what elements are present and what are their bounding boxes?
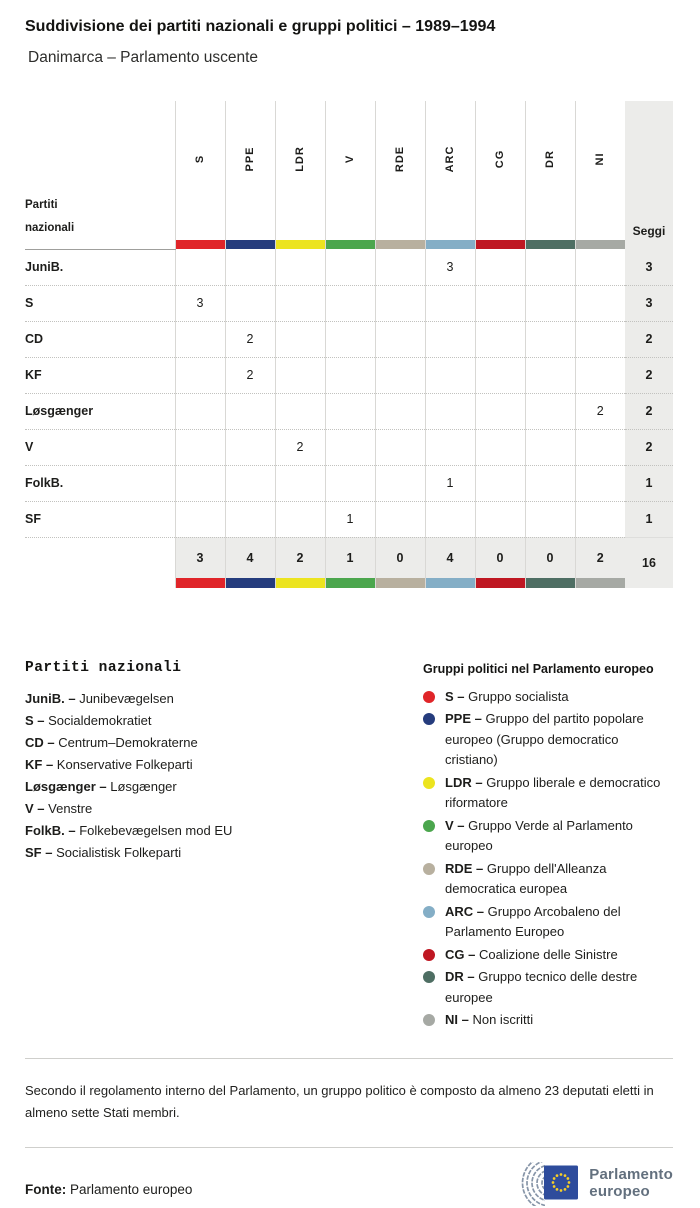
- seat-count-cell: [525, 465, 575, 501]
- legend-group-item: [423, 687, 673, 708]
- seat-count-cell: [375, 501, 425, 537]
- seat-count-cell: [325, 285, 375, 321]
- legend-group-item: [423, 859, 673, 900]
- group-column-header: LDR: [294, 146, 306, 172]
- legend-color-dot: [423, 820, 435, 832]
- seats-row-total: 1: [625, 465, 673, 501]
- legend-party-abbr: JuniB. –: [25, 690, 76, 706]
- group-column-header: CG: [494, 149, 506, 169]
- totals-row-spacer: [25, 537, 175, 578]
- legend-party-name: Junibevægelsen: [79, 690, 174, 706]
- seats-row-total: 2: [625, 393, 673, 429]
- seats-row-total: 2: [625, 429, 673, 465]
- source-line: [25, 1182, 192, 1197]
- seat-count-cell: [175, 321, 225, 357]
- legend-group-name: Gruppo Verde al Parlamento europeo: [445, 817, 633, 853]
- seats-grand-total: 16: [625, 537, 673, 588]
- seat-count-cell: [525, 393, 575, 429]
- seats-table: [25, 101, 673, 588]
- legend-party-abbr: KF –: [25, 756, 54, 772]
- legend-group-name: Gruppo dell'Alleanza democratica europea: [445, 860, 607, 896]
- table-corner-header: [25, 101, 175, 249]
- seat-count-cell: [175, 249, 225, 285]
- group-color-bar: [476, 240, 525, 249]
- seat-count-cell: [275, 321, 325, 357]
- seat-count-cell: [175, 357, 225, 393]
- seat-count-cell: [325, 321, 375, 357]
- source-value: Parlamento europeo: [70, 1181, 193, 1197]
- seat-count-cell: [475, 321, 525, 357]
- seat-count-cell: 2: [225, 357, 275, 393]
- seat-count-cell: [275, 357, 325, 393]
- seat-count-cell: [475, 357, 525, 393]
- seat-count-cell: [575, 321, 625, 357]
- seats-row-total: 2: [625, 357, 673, 393]
- group-column-header: DR: [544, 150, 556, 168]
- legend-party-abbr: CD –: [25, 734, 55, 750]
- seat-count-cell: [425, 429, 475, 465]
- footnote: Secondo il regolamento interno del Parlamento, un gruppo politico è composto da almeno 23 deputati eletti in almeno sette Stati membri.: [25, 1082, 654, 1120]
- seat-count-cell: [425, 393, 475, 429]
- legend-party-name: Venstre: [48, 800, 93, 816]
- seat-count-cell: [175, 501, 225, 537]
- seat-count-cell: 1: [325, 501, 375, 537]
- seat-count-cell: [175, 465, 225, 501]
- legend-group-text: [445, 773, 673, 814]
- legend-group-item: [423, 902, 673, 943]
- national-parties-legend: [25, 660, 423, 1033]
- seat-count-cell: [525, 285, 575, 321]
- european-parliament-logo: [504, 1162, 673, 1206]
- legend-group-text: [445, 902, 673, 943]
- legend-party-name: Socialistisk Folkeparti: [56, 844, 182, 860]
- legend-group-item: [423, 709, 673, 771]
- seat-count-cell: [475, 501, 525, 537]
- legend-party-item: [25, 842, 423, 864]
- party-row: [25, 501, 673, 537]
- group-color-bar: [375, 578, 425, 588]
- seat-count-cell: [225, 285, 275, 321]
- party-label: JuniB.: [25, 260, 64, 274]
- corner-header-line: nazionali: [25, 221, 75, 234]
- party-row: [25, 393, 673, 429]
- seats-header-label: Seggi: [632, 224, 666, 238]
- party-row: [25, 249, 673, 285]
- seat-count-cell: [425, 285, 475, 321]
- legend-color-dot: [423, 949, 435, 961]
- legend-party-item: [25, 798, 423, 820]
- legend-group-name: Gruppo del partito popolare europeo (Gruppo democratico cristiano): [445, 711, 644, 767]
- legend-group-name: Gruppo tecnico delle destre europee: [445, 969, 638, 1005]
- legend-party-item: [25, 732, 423, 754]
- seat-count-cell: [375, 285, 425, 321]
- logo-wordmark: [589, 1167, 673, 1200]
- seat-count-cell: [275, 465, 325, 501]
- seat-count-cell: [375, 465, 425, 501]
- seat-count-cell: [225, 465, 275, 501]
- group-column-header-cell: [175, 101, 225, 249]
- party-row: [25, 321, 673, 357]
- group-column-header-cell: [275, 101, 325, 249]
- seat-count-cell: [575, 285, 625, 321]
- source-label: Fonte:: [25, 1181, 67, 1197]
- page-subtitle: Danimarca – Parlamento uscente: [28, 49, 259, 66]
- legend-group-item: [423, 816, 673, 857]
- group-total-cell: 3: [175, 537, 225, 578]
- seat-count-cell: [575, 501, 625, 537]
- legend-color-dot: [423, 1014, 435, 1026]
- legend-group-item: [423, 1010, 673, 1031]
- seat-count-cell: [225, 501, 275, 537]
- seat-count-cell: [525, 357, 575, 393]
- seat-count-cell: [475, 393, 525, 429]
- legend-party-abbr: V –: [25, 800, 45, 816]
- legend-group-text: [445, 1010, 533, 1031]
- legend-group-item: [423, 967, 673, 1008]
- seat-count-cell: [375, 321, 425, 357]
- seat-count-cell: 1: [425, 465, 475, 501]
- seat-count-cell: [525, 501, 575, 537]
- seat-count-cell: [425, 321, 475, 357]
- party-row: [25, 465, 673, 501]
- footer: [25, 1154, 673, 1208]
- legend-group-abbr: CG –: [445, 946, 476, 962]
- seat-count-cell: [275, 249, 325, 285]
- group-total-cell: 0: [375, 537, 425, 578]
- legend-color-dot: [423, 863, 435, 875]
- legend-party-item: [25, 754, 423, 776]
- group-total-cell: 2: [275, 537, 325, 578]
- seat-count-cell: [475, 249, 525, 285]
- group-column-header-cell: [325, 101, 375, 249]
- seat-count-cell: [225, 429, 275, 465]
- seat-count-cell: [325, 465, 375, 501]
- group-color-bar: [575, 578, 625, 588]
- group-color-bar: [426, 240, 475, 249]
- group-column-header-cell: [425, 101, 475, 249]
- party-label: SF: [25, 501, 175, 537]
- seat-count-cell: 2: [575, 393, 625, 429]
- legend-color-dot: [423, 713, 435, 725]
- seat-count-cell: [575, 357, 625, 393]
- seat-count-cell: [475, 465, 525, 501]
- legend-group-name: Gruppo liberale e democratico riformatore: [445, 774, 661, 810]
- seat-count-cell: [525, 321, 575, 357]
- legend-party-name: Folkebevægelsen mod EU: [79, 822, 233, 838]
- corner-header-line: Partiti: [25, 198, 58, 211]
- legend-group-name: Gruppo socialista: [468, 688, 569, 704]
- seat-count-cell: [525, 249, 575, 285]
- group-total-cell: 2: [575, 537, 625, 578]
- seat-count-cell: [325, 393, 375, 429]
- seat-count-cell: [375, 429, 425, 465]
- seat-count-cell: [425, 357, 475, 393]
- legend-color-dot: [423, 777, 435, 789]
- legend-color-dot: [423, 691, 435, 703]
- seat-count-cell: [225, 393, 275, 429]
- seat-count-cell: [375, 357, 425, 393]
- group-column-header: RDE: [394, 145, 406, 173]
- legend-group-abbr: S –: [445, 688, 465, 704]
- bar-row-spacer: [25, 578, 175, 588]
- legend-color-dot: [423, 971, 435, 983]
- group-column-header-cell: [575, 101, 625, 249]
- seat-count-cell: [475, 285, 525, 321]
- legend-group-name: Non iscritti: [472, 1012, 534, 1027]
- legend-party-item: [25, 710, 423, 732]
- group-total-cell: 0: [525, 537, 575, 578]
- divider-top: [25, 1058, 673, 1059]
- party-row: [25, 285, 673, 321]
- seat-count-cell: [275, 393, 325, 429]
- seat-count-cell: 2: [225, 321, 275, 357]
- seat-count-cell: 3: [175, 285, 225, 321]
- legend-group-abbr: V –: [445, 817, 465, 833]
- seat-count-cell: [475, 429, 525, 465]
- legend-party-name: Socialdemokratiet: [48, 712, 152, 728]
- legend-party-name: Løsgænger: [110, 778, 177, 794]
- group-total-cell: 4: [425, 537, 475, 578]
- seat-count-cell: [275, 285, 325, 321]
- group-total-cell: 4: [225, 537, 275, 578]
- group-color-bar: [525, 578, 575, 588]
- seat-count-cell: [275, 501, 325, 537]
- political-groups-legend: [423, 660, 673, 1033]
- legend-group-item: [423, 773, 673, 814]
- legend-group-text: [445, 859, 673, 900]
- hemicycle-eu-flag-icon: [504, 1162, 582, 1206]
- group-color-bar: [225, 578, 275, 588]
- group-column-header-cell: [475, 101, 525, 249]
- legend-party-abbr: FolkB. –: [25, 822, 76, 838]
- totals-row: [25, 537, 673, 578]
- seats-row-total: 1: [625, 501, 673, 537]
- legend-group-abbr: RDE –: [445, 860, 484, 876]
- seats-row-total: 3: [625, 249, 673, 285]
- group-color-bar: [576, 240, 626, 249]
- party-row: [25, 357, 673, 393]
- seat-count-cell: [575, 429, 625, 465]
- national-parties-legend-header: Partiti nazionali: [25, 659, 182, 676]
- group-color-bar: [475, 578, 525, 588]
- legend-party-item: [25, 820, 423, 842]
- party-label: Løsgænger: [25, 393, 175, 429]
- legend-group-abbr: NI –: [445, 1012, 469, 1027]
- seat-count-cell: [575, 465, 625, 501]
- legend-group-abbr: DR –: [445, 969, 475, 984]
- group-color-bar: [175, 578, 225, 588]
- group-total-cell: 1: [325, 537, 375, 578]
- group-color-bar: [176, 240, 225, 249]
- legend-party-name: Konservative Folkeparti: [56, 756, 193, 772]
- legend-group-item: [423, 945, 673, 966]
- legend-party-abbr: S –: [25, 712, 45, 728]
- group-color-bar: [526, 240, 575, 249]
- seat-count-cell: [325, 429, 375, 465]
- seat-count-cell: [425, 501, 475, 537]
- seat-count-cell: [325, 249, 375, 285]
- group-color-bar: [276, 240, 325, 249]
- legend-party-name: Centrum–Demokraterne: [58, 734, 198, 750]
- seat-count-cell: [375, 393, 425, 429]
- legend-group-abbr: LDR –: [445, 774, 483, 790]
- group-column-header: V: [344, 154, 356, 164]
- page-title: Suddivisione dei partiti nazionali e gruppi politici – 1989–1994: [25, 18, 496, 35]
- legend-party-abbr: Løsgænger –: [25, 778, 107, 794]
- logo-line2: europeo: [589, 1182, 650, 1200]
- group-column-header-cell: [375, 101, 425, 249]
- group-column-header-cell: [525, 101, 575, 249]
- group-color-bar: [325, 578, 375, 588]
- seat-count-cell: [325, 357, 375, 393]
- group-column-header: NI: [594, 152, 607, 166]
- party-label: CD: [25, 321, 175, 357]
- seat-count-cell: [175, 429, 225, 465]
- seat-count-cell: [525, 429, 575, 465]
- seat-count-cell: [575, 249, 625, 285]
- seats-row-total: 3: [625, 285, 673, 321]
- group-color-bar: [326, 240, 375, 249]
- legend-group-abbr: ARC –: [445, 903, 485, 919]
- group-column-header-cell: [225, 101, 275, 249]
- legend-group-abbr: PPE –: [445, 711, 482, 726]
- legend-group-text: [445, 945, 618, 966]
- legend-group-text: [445, 967, 673, 1008]
- party-label: KF: [25, 357, 175, 393]
- group-column-header: PPE: [244, 146, 256, 172]
- party-label: V: [25, 429, 175, 465]
- party-row: [25, 429, 673, 465]
- party-label: FolkB.: [25, 465, 175, 501]
- legend-color-dot: [423, 906, 435, 918]
- legend-group-text: [445, 816, 673, 857]
- seat-count-cell: 2: [275, 429, 325, 465]
- legend-group-text: [445, 687, 569, 708]
- seat-count-cell: [225, 249, 275, 285]
- table-header-row: [25, 101, 673, 249]
- logo-line1: Parlamento: [589, 1166, 673, 1183]
- group-column-header: ARC: [444, 145, 456, 173]
- legend-section: [25, 660, 673, 1033]
- legend-group-text: [445, 709, 673, 771]
- divider-bottom: [25, 1147, 673, 1148]
- political-groups-legend-header: Gruppi politici nel Parlamento europeo: [423, 661, 654, 676]
- group-color-bar: [226, 240, 275, 249]
- seat-count-cell: [375, 249, 425, 285]
- seat-count-cell: 3: [425, 249, 475, 285]
- seat-count-cell: [175, 393, 225, 429]
- legend-party-abbr: SF –: [25, 844, 53, 860]
- legend-group-name: Gruppo Arcobaleno del Parlamento Europeo: [445, 903, 621, 939]
- group-total-cell: 0: [475, 537, 525, 578]
- group-column-header: S: [194, 154, 206, 164]
- seats-column-header: [625, 101, 673, 249]
- group-color-bar: [275, 578, 325, 588]
- seats-row-total: 2: [625, 321, 673, 357]
- group-color-bar: [376, 240, 425, 249]
- party-label: S: [25, 285, 175, 321]
- bottom-color-bar-row: [25, 578, 673, 588]
- group-color-bar: [425, 578, 475, 588]
- legend-party-item: [25, 688, 423, 710]
- legend-party-item: [25, 776, 423, 798]
- legend-group-name: Coalizione delle Sinistre: [478, 946, 618, 962]
